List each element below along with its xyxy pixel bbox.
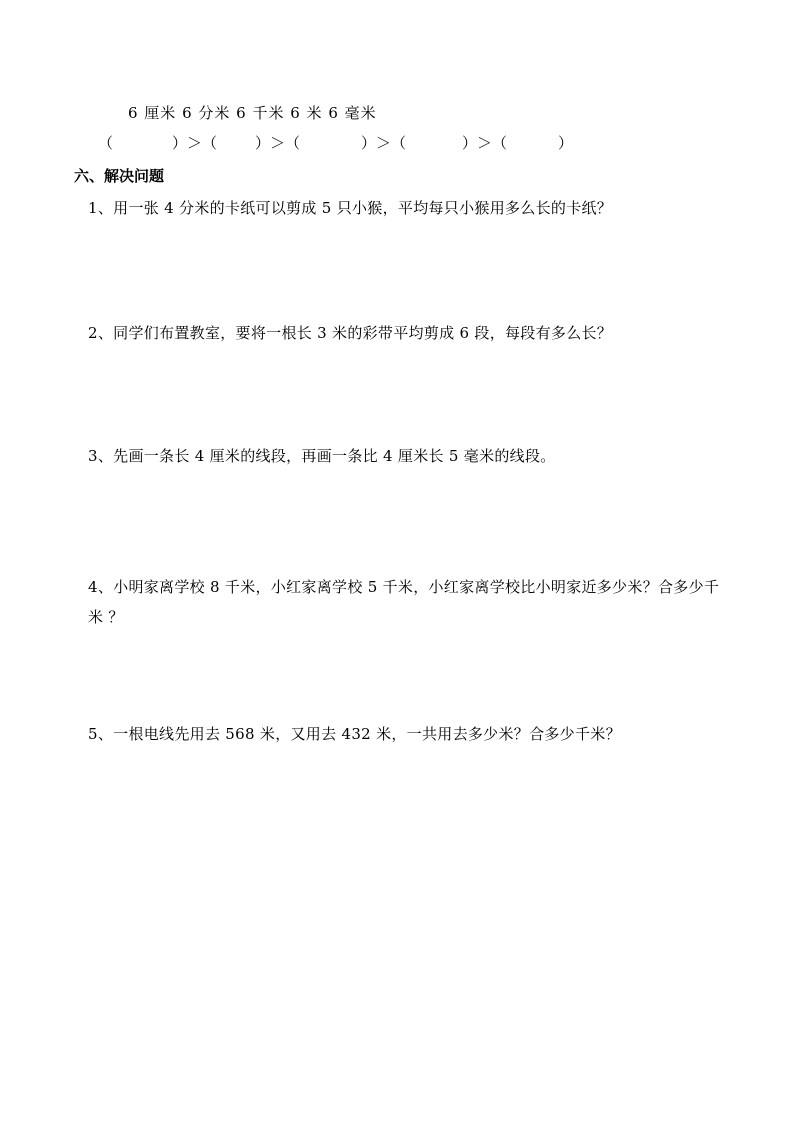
question-3: 3、先画一条长 4 厘米的线段，再画一条比 4 厘米长 5 毫米的线段。	[88, 447, 556, 465]
compare-gt-1: ）＞（	[172, 134, 218, 152]
paren-open: （	[98, 134, 114, 152]
compare-gt-2: ）＞（	[255, 134, 301, 152]
question-4: 4、小明家离学校 8 千米，小红家离学校 5 千米，小红家离学校比小明家近多少米？合多少千米 ？	[88, 578, 720, 626]
question-2: 2、同学们布置教室，要将一根长 3 米的彩带平均剪成 6 段，每段有多么长？	[88, 324, 613, 342]
paren-close: ）	[558, 134, 574, 152]
section-title: 六、解决问题	[74, 167, 165, 185]
question-5: 5、一根电线先用去 568 米，又用去 432 米，一共用去多少米？合多少千米？	[88, 725, 621, 743]
compare-gt-4: ）＞（	[462, 134, 508, 152]
question-1: 1、用一张 4 分米的卡纸可以剪成 5 只小猴，平均每只小猴用多么长的卡纸？	[88, 199, 613, 217]
compare-gt-3: ）＞（	[361, 134, 407, 152]
units-list: 6 厘米 6 分米 6 千米 6 米 6 毫米	[128, 104, 377, 122]
